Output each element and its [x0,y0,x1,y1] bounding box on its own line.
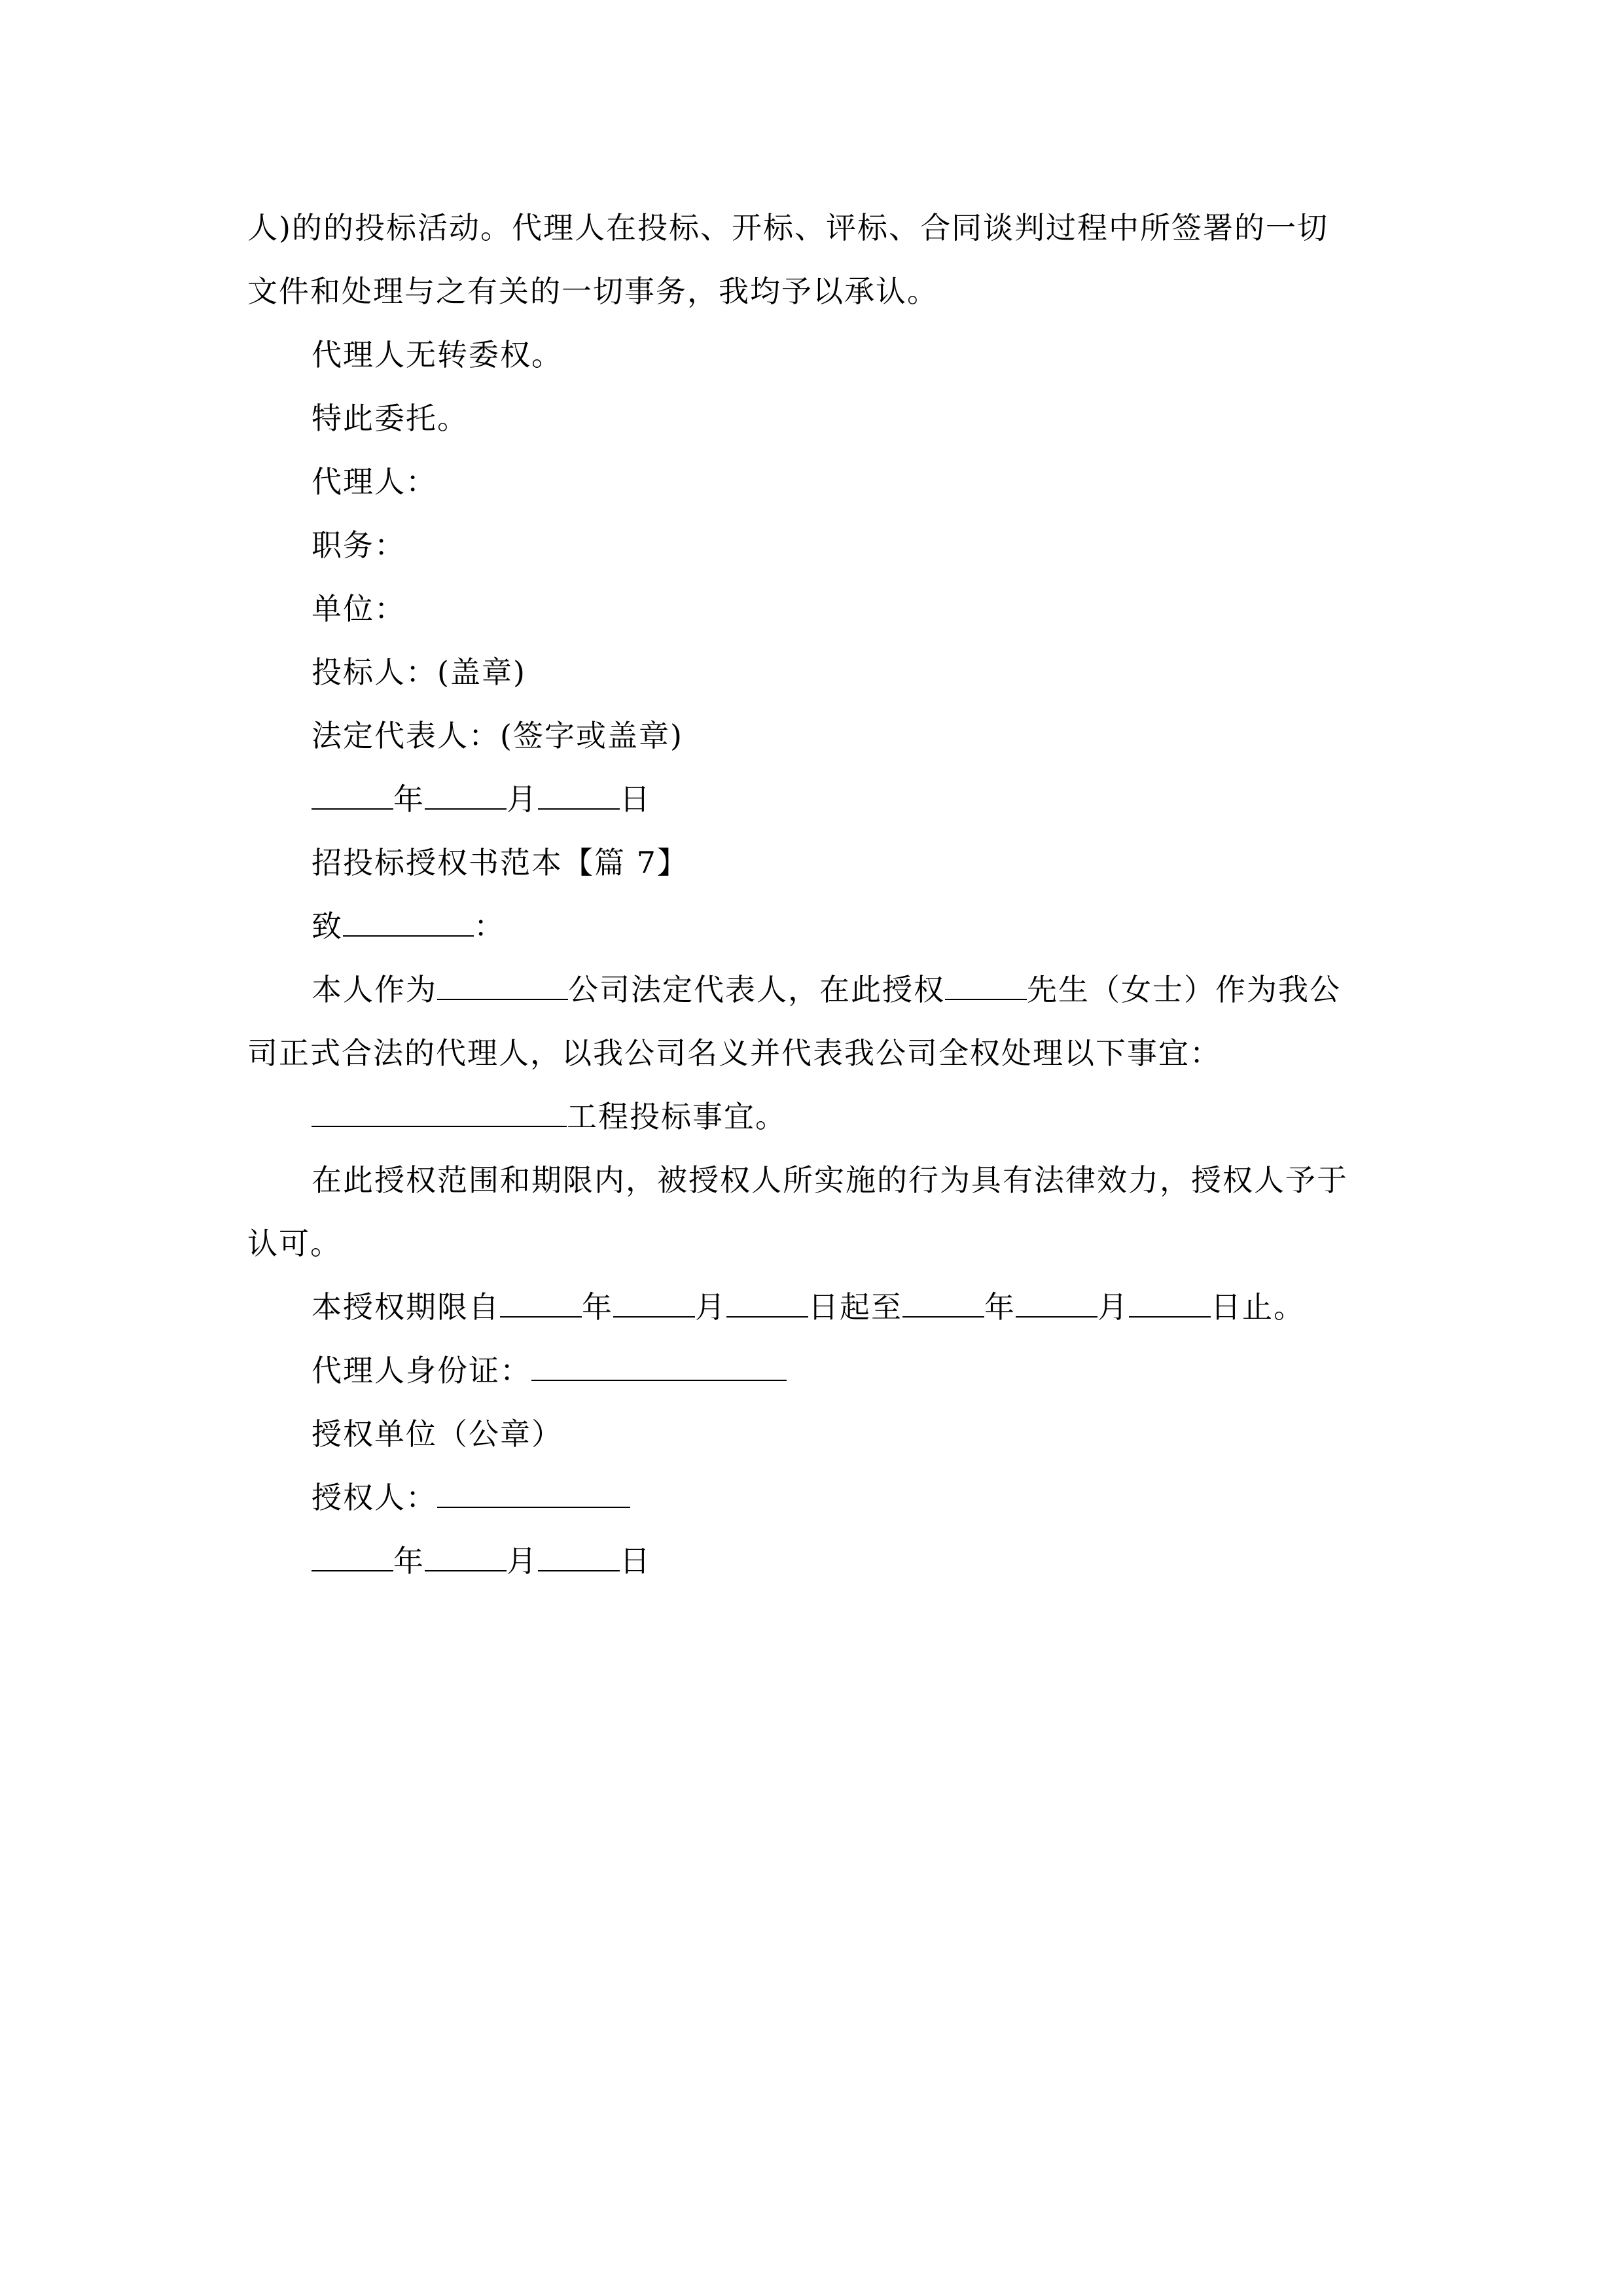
text: 本授权期限自 [312,1289,500,1325]
year-blank [312,783,393,810]
section-title [247,831,1378,895]
to-year-blank [902,1291,984,1318]
year-label: 年 [582,1289,613,1325]
agent-name-blank [945,974,1027,1000]
text: 司正式合法的代理人，以我公司名义并代表我公司全权处理以下事宜： [247,1035,1221,1071]
bidder-label: 投标人：(盖章) [312,655,526,690]
year-blank [312,1545,393,1571]
year-label: 年 [393,1543,425,1579]
day-label: 日 [620,781,651,817]
scope-line-2 [247,1212,1378,1276]
auth-unit-label: 授权单位（公章） [312,1416,563,1452]
text: 日起至 [808,1289,902,1325]
unit-label: 单位： [312,591,406,626]
text: 人)的的投标活动。代理人在投标、开标、评标、合同谈判过程中所签署的一切 [247,210,1329,245]
hereby-line [247,387,1378,450]
scope-line-1 [247,1149,1378,1212]
section-title-text: 招投标授权书范本【篇 7】 [312,845,688,880]
authorizer-line [247,1466,1378,1530]
document-page [247,196,1378,1593]
authorizer-blank [437,1482,630,1508]
day-blank [538,1545,620,1571]
authorizer-label: 授权人： [312,1480,437,1515]
auth-unit-line [247,1403,1378,1466]
text: 公司法定代表人，在此授权 [568,972,945,1007]
colon: ： [474,908,505,944]
text: 特此委托。 [312,401,469,436]
recipient-blank [343,910,474,937]
project-line [247,1085,1378,1149]
to-line [247,895,1378,958]
agent-id-blank [531,1355,787,1381]
year-label: 年 [984,1289,1016,1325]
to-day-blank [1129,1291,1211,1318]
agent-id-line [247,1339,1378,1403]
unit-line [247,577,1378,641]
text: 日止。 [1211,1289,1305,1325]
legal-rep-line [247,704,1378,768]
month-blank [425,1545,507,1571]
agent-label: 代理人： [312,464,437,499]
position-label: 职务： [312,528,406,563]
month-label: 月 [507,1543,538,1579]
day-label: 日 [620,1543,651,1579]
text: 文件和处理与之有关的一切事务，我均予以承认。 [247,274,938,309]
paragraph-continuation-line-2 [247,260,1378,323]
from-year-blank [500,1291,582,1318]
year-label: 年 [393,781,425,817]
agent-line [247,450,1378,514]
text: 在此授权范围和期限内，被授权人所实施的行为具有法律效力，授权人予于 [312,1162,1348,1198]
legal-rep-label: 法定代表人：(签字或盖章) [312,718,683,753]
text: 工程投标事宜。 [567,1099,787,1134]
project-blank [312,1101,567,1127]
paragraph-continuation-line-1 [247,196,1378,260]
bidder-line [247,641,1378,704]
text: 先生（女士）作为我公 [1027,972,1341,1007]
authorization-line-2 [247,1022,1378,1085]
date-line-2 [247,1530,1378,1593]
text: 代理人无转委权。 [312,337,563,372]
agent-id-label: 代理人身份证： [312,1353,531,1388]
month-label: 月 [1097,1289,1129,1325]
text: 认可。 [247,1226,342,1261]
month-blank [425,783,507,810]
to-label: 致 [312,908,343,944]
from-month-blank [613,1291,695,1318]
to-month-blank [1016,1291,1097,1318]
day-blank [538,783,620,810]
company-blank [437,974,568,1000]
text: 本人作为 [312,972,437,1007]
from-day-blank [726,1291,808,1318]
month-label: 月 [507,781,538,817]
no-subdelegate-line [247,323,1378,387]
position-line [247,514,1378,577]
month-label: 月 [695,1289,726,1325]
date-line-1 [247,768,1378,831]
period-line [247,1276,1378,1339]
authorization-line-1 [247,958,1378,1022]
